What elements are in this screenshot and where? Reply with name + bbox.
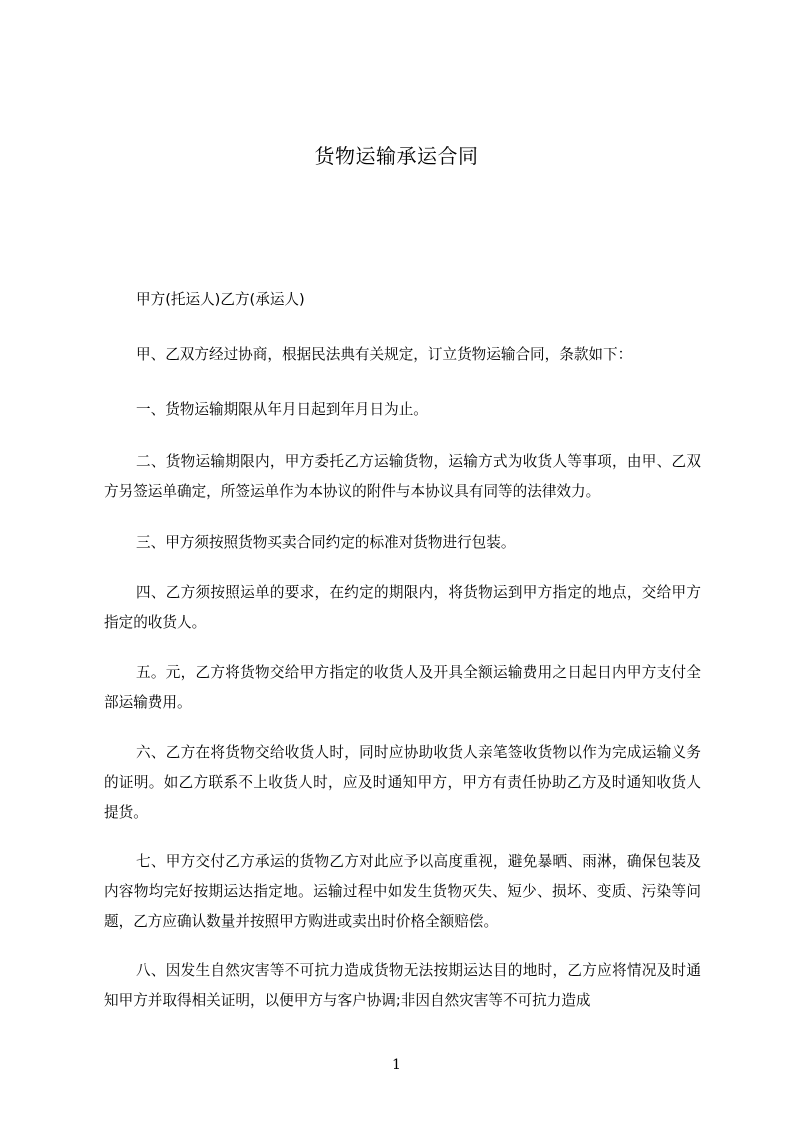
clause-3: 三、甲方须按照货物买卖合同约定的标准对货物进行包装。 (136, 534, 516, 551)
page-number: 1 (392, 1057, 401, 1073)
intro-paragraph: 甲、乙双方经过协商，根据民法典有关规定，订立货物运输合同，条款如下： (136, 346, 633, 363)
clause-4: 四、乙方须按照运单的要求，在约定的期限内，将货物运到甲方指定的地点，交给甲方指定的收货人。 (104, 584, 701, 631)
document-title: 货物运输承运合同 (314, 144, 479, 168)
clause-5: 五。元，乙方将货物交给甲方指定的收货人及开具全额运输费用之日起日内甲方支付全部运输费用。 (104, 664, 701, 711)
clause-8: 八、因发生自然灾害等不可抗力造成货物无法按期运达目的地时，乙方应将情况及时通知甲方并取得相关证明，以便甲方与客户协调;非因自然灾害等不可抗力造成 (104, 962, 701, 1009)
clause-1: 一、货物运输期限从年月日起到年月日为止。 (136, 401, 428, 418)
clause-6: 六、乙方在将货物交给收货人时，同时应协助收货人亲笔签收货物以作为完成运输义务的证明。如乙方联系不上收货人时，应及时通知甲方，甲方有责任协助乙方及时通知收货人提货。 (104, 744, 701, 821)
parties-line: 甲方(托运人)乙方(承运人) (136, 291, 305, 308)
clause-7: 七、甲方交付乙方承运的货物乙方对此应予以高度重视，避免暴晒、雨淋，确保包装及内容物均完好按期运达指定地。运输过程中如发生货物灭失、短少、损坏、变质、污染等问题，乙方应确认数量并按照甲方购进或卖出时价格全额赔偿。 (104, 853, 701, 930)
clause-2: 二、货物运输期限内，甲方委托乙方运输货物，运输方式为收货人等事项，由甲、乙双方另签运单确定，所签运单作为本协议的附件与本协议具有同等的法律效力。 (104, 453, 701, 500)
